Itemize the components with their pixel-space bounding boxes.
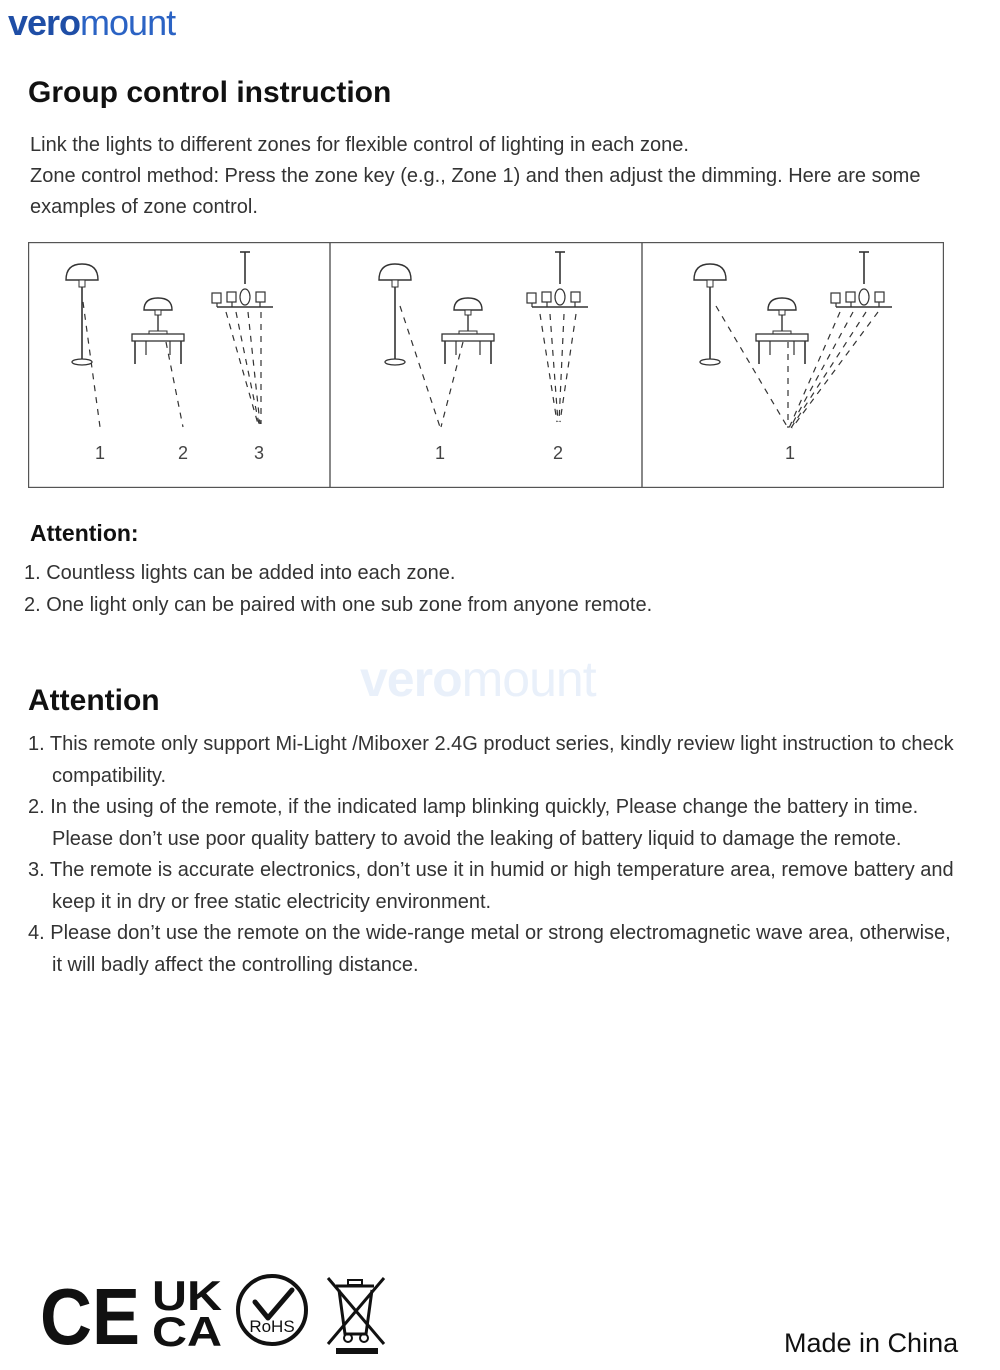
made-in-label: Made in China	[784, 1328, 959, 1358]
zone-label-p2-1: 1	[434, 443, 446, 463]
intro-line-2: Zone control method: Press the zone key (e.g., Zone 1) and then adjust the dimming. Here are some examples of zone control.	[30, 165, 921, 218]
zone-label-p1-1: 1	[94, 443, 106, 463]
attention-item: 4. Please don’t use the remote on the wide-range metal or strong electromagnetic wave area, otherwise, it will badly affect the controlling distance.	[28, 922, 951, 976]
page-title: Group control instruction	[28, 76, 392, 109]
attention-item: 1. Countless lights can be added into each zone.	[24, 562, 456, 584]
attention-item: 1. This remote only support Mi-Light /Miboxer 2.4G product series, kindly review light instruction to check compatibility.	[28, 733, 954, 787]
brand-logo-part2: mount	[80, 2, 176, 43]
zone-label-p1-2: 2	[177, 443, 189, 463]
rohs-mark	[238, 1276, 306, 1344]
attention-heading-1: Attention:	[30, 520, 139, 546]
ce-mark	[40, 1274, 140, 1354]
zone-label-p2-2: 2	[552, 443, 564, 463]
brand-logo	[8, 2, 175, 44]
svg-text:CA: CA	[152, 1308, 222, 1354]
attention-heading-2: Attention	[28, 684, 160, 717]
attention-list-1	[24, 557, 944, 621]
intro-line-1: Link the lights to different zones for flexible control of lighting in each zone.	[30, 134, 689, 156]
ukca-mark	[152, 1274, 222, 1354]
svg-text:UK: UK	[152, 1274, 222, 1319]
watermark-part2: mount	[461, 651, 596, 707]
certification-marks	[40, 1274, 390, 1354]
watermark	[360, 650, 596, 708]
brand-logo-part1: vero	[8, 2, 81, 43]
zone-label-p1-3: 3	[253, 443, 265, 463]
attention-item: 3. The remote is accurate electronics, don’t use it in humid or high temperature area, remove battery and keep it in dry or free static electricity environment.	[28, 859, 954, 913]
attention-list-2	[28, 729, 958, 981]
intro-text	[30, 130, 950, 223]
attention-item: 2. One light only can be paired with one sub zone from anyone remote.	[24, 594, 653, 616]
svg-text:CE: CE	[40, 1274, 140, 1354]
watermark-part1: vero	[360, 651, 462, 707]
attention-item: 2. In the using of the remote, if the indicated lamp blinking quickly, Please change the battery in time. Please don’t use poor quality battery to avoid the leaking of battery liquid to damage the remote.	[28, 796, 919, 850]
svg-text:RoHS: RoHS	[249, 1317, 295, 1336]
zone-diagram	[28, 242, 944, 488]
zone-label-p3-1: 1	[784, 443, 796, 463]
weee-bin-icon	[328, 1278, 384, 1354]
